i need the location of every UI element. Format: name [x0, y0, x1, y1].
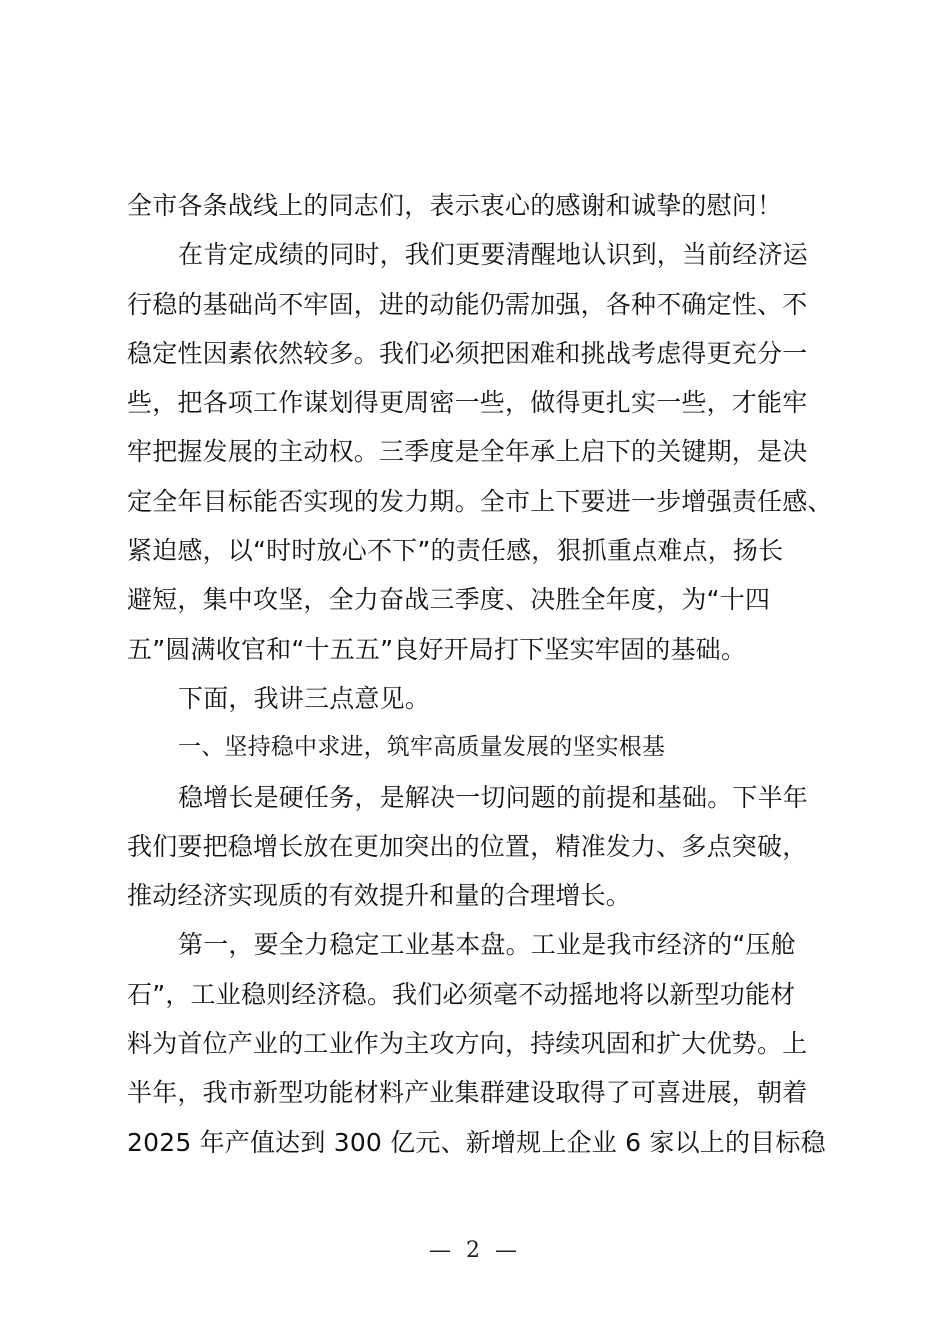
text-line: 下面，我讲三点意见。 [178, 683, 431, 713]
text-line: 第一，要全力稳定工业基本盘。工业是我市经济的“压舱 [178, 930, 796, 960]
text-line: 料为首位产业的工业作为主攻方向，持续巩固和扩大优势。上 [127, 1029, 808, 1059]
body-text [127, 181, 832, 1167]
text-line: 全市各条战线上的同志们，表示衷心的感谢和诚挚的慰问！ [127, 191, 783, 220]
text-line: 些，把各项工作谋划得更周密一些，做得更扎实一些，才能牢 [127, 388, 808, 418]
text-line: 石”，工业稳则经济稳。我们必须毫不动摇地将以新型功能材 [127, 979, 796, 1009]
text-line: 推动经济实现质的有效提升和量的合理增长。 [127, 881, 632, 911]
text-line: 紧迫感，以“时时放心不下”的责任感，狠抓重点难点，扬长 [127, 536, 784, 566]
text-line: 稳定性因素依然较多。我们必须把困难和挑战考虑得更充分一 [127, 338, 808, 368]
page-number: — 2 — [429, 1238, 521, 1263]
text-line: 牢把握发展的主动权。三季度是全年承上启下的关键期，是决 [127, 437, 808, 467]
text-line: 在肯定成绩的同时，我们更要清醒地认识到，当前经济运 [178, 240, 809, 270]
text-line: 半年，我市新型功能材料产业集群建设取得了可喜进展，朝着 [127, 1078, 808, 1108]
text-line: 我们要把稳增长放在更加突出的位置，精准发力、多点突破， [127, 831, 808, 861]
text-line: 五”圆满收官和“十五五”良好开局打下坚实牢固的基础。 [127, 634, 747, 664]
text-line: 避短，集中攻坚，全力奋战三季度、决胜全年度，为“十四 [127, 585, 771, 615]
text-line: 2025 年产值达到 300 亿元、新增规上企业 6 家以上的目标稳 [127, 1127, 826, 1157]
text-line: 定全年目标能否实现的发力期。全市上下要进一步增强责任感、 [127, 486, 833, 516]
section-heading: 一、坚持稳中求进，筑牢高质量发展的坚实根基 [178, 734, 666, 761]
text-line: 行稳的基础尚不牢固，进的动能仍需加强，各种不确定性、不 [127, 289, 808, 319]
text-line: 稳增长是硬任务，是解决一切问题的前提和基础。下半年 [178, 782, 809, 812]
